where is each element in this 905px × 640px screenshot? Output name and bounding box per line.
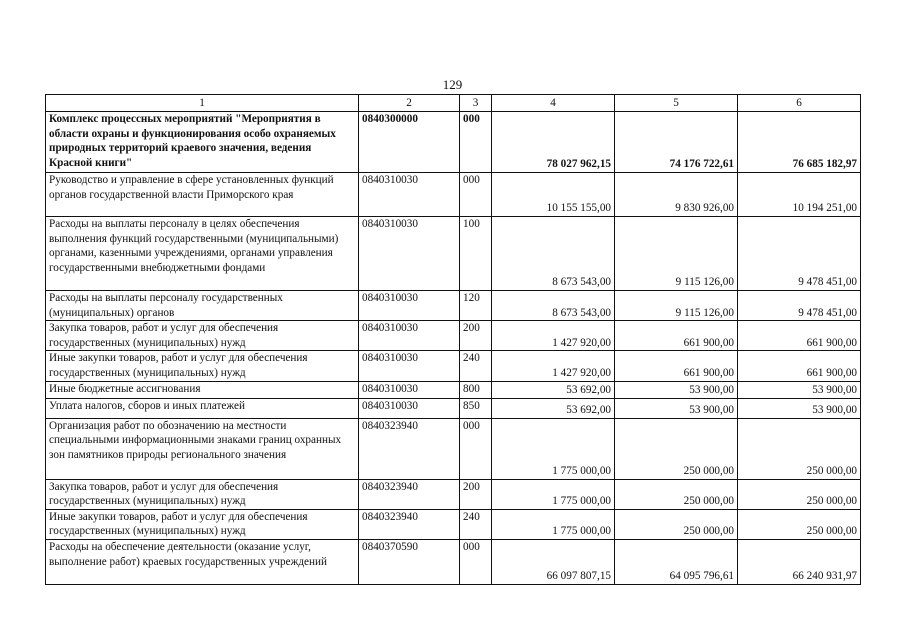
table-row: [46, 381, 861, 398]
row-name: Комплекс процессных мероприятий "Мероприятия в области охраны и функционирования особо охраняемых природных территорий краевого значения, ведения Красной книги": [46, 112, 359, 173]
row-name: Организация работ по обозначению на местности специальными информационными знаками границ охранных зон памятников природы регионального значения: [46, 418, 359, 479]
row-amount-col4: 1 775 000,00: [492, 479, 615, 509]
row-name: Закупка товаров, работ и услуг для обеспечения государственных (муниципальных) нужд: [46, 479, 359, 509]
table-row: [46, 418, 861, 479]
column-number-row: [46, 95, 861, 112]
row-name: Иные закупки товаров, работ и услуг для обеспечения государственных (муниципальных) нужд: [46, 509, 359, 539]
row-amount-col5: 74 176 722,61: [615, 112, 738, 173]
row-expense-type: 800: [460, 381, 492, 398]
column-header-4: 4: [492, 95, 615, 112]
table-row: [46, 398, 861, 418]
row-amount-col4: 1 427 920,00: [492, 321, 615, 351]
row-amount-col6: 250 000,00: [738, 509, 861, 539]
row-name: Иные закупки товаров, работ и услуг для обеспечения государственных (муниципальных) нужд: [46, 351, 359, 381]
row-amount-col6: 76 685 182,97: [738, 112, 861, 173]
row-name: Расходы на выплаты персоналу государственных (муниципальных) органов: [46, 291, 359, 321]
row-name: Закупка товаров, работ и услуг для обеспечения государственных (муниципальных) нужд: [46, 321, 359, 351]
column-header-2: 2: [359, 95, 460, 112]
row-amount-col6: 53 900,00: [738, 398, 861, 418]
table-row: [46, 539, 861, 584]
row-amount-col4: 78 027 962,15: [492, 112, 615, 173]
table-row: [46, 291, 861, 321]
row-expense-type: 120: [460, 291, 492, 321]
column-header-5: 5: [615, 95, 738, 112]
row-amount-col5: 250 000,00: [615, 509, 738, 539]
row-name: Уплата налогов, сборов и иных платежей: [46, 398, 359, 418]
row-code: 0840323940: [359, 418, 460, 479]
table-row: [46, 321, 861, 351]
row-amount-col4: 8 673 543,00: [492, 291, 615, 321]
row-code: 0840370590: [359, 539, 460, 584]
row-expense-type: 200: [460, 321, 492, 351]
row-code: 0840310030: [359, 173, 460, 217]
row-code: 0840310030: [359, 217, 460, 291]
row-expense-type: 240: [460, 509, 492, 539]
row-expense-type: 200: [460, 479, 492, 509]
row-amount-col6: 661 900,00: [738, 321, 861, 351]
row-amount-col5: 250 000,00: [615, 418, 738, 479]
row-expense-type: 000: [460, 173, 492, 217]
row-amount-col5: 9 115 126,00: [615, 291, 738, 321]
row-amount-col4: 8 673 543,00: [492, 217, 615, 291]
table-row: [46, 351, 861, 381]
table-row: [46, 479, 861, 509]
row-amount-col6: 9 478 451,00: [738, 217, 861, 291]
row-amount-col6: 661 900,00: [738, 351, 861, 381]
row-amount-col6: 53 900,00: [738, 381, 861, 398]
row-amount-col4: 53 692,00: [492, 381, 615, 398]
row-code: 0840310030: [359, 381, 460, 398]
row-expense-type: 240: [460, 351, 492, 381]
table-row: [46, 217, 861, 291]
row-code: 0840323940: [359, 479, 460, 509]
row-amount-col4: 1 775 000,00: [492, 418, 615, 479]
row-amount-col5: 64 095 796,61: [615, 539, 738, 584]
row-code: 0840310030: [359, 321, 460, 351]
table-row: [46, 173, 861, 217]
row-expense-type: 100: [460, 217, 492, 291]
row-amount-col6: 66 240 931,97: [738, 539, 861, 584]
row-code: 0840300000: [359, 112, 460, 173]
row-amount-col5: 53 900,00: [615, 381, 738, 398]
row-expense-type: 000: [460, 112, 492, 173]
row-name: Руководство и управление в сфере установленных функций органов государственной власти Приморского края: [46, 173, 359, 217]
row-amount-col4: 1 775 000,00: [492, 509, 615, 539]
row-expense-type: 850: [460, 398, 492, 418]
row-expense-type: 000: [460, 539, 492, 584]
row-name: Иные бюджетные ассигнования: [46, 381, 359, 398]
row-amount-col6: 250 000,00: [738, 479, 861, 509]
row-code: 0840310030: [359, 351, 460, 381]
row-amount-col5: 53 900,00: [615, 398, 738, 418]
row-code: 0840310030: [359, 398, 460, 418]
budget-table: [45, 94, 861, 585]
row-amount-col5: 9 830 926,00: [615, 173, 738, 217]
row-name: Расходы на выплаты персоналу в целях обеспечения выполнения функций государственными (муниципальными) органами, казенными учреждениями, органами управления государственными внебюджетными фондами: [46, 217, 359, 291]
row-amount-col5: 661 900,00: [615, 351, 738, 381]
row-amount-col4: 1 427 920,00: [492, 351, 615, 381]
column-header-3: 3: [460, 95, 492, 112]
row-expense-type: 000: [460, 418, 492, 479]
column-header-1: 1: [46, 95, 359, 112]
column-header-6: 6: [738, 95, 861, 112]
table-row: [46, 509, 861, 539]
row-amount-col4: 53 692,00: [492, 398, 615, 418]
row-amount-col5: 9 115 126,00: [615, 217, 738, 291]
row-amount-col5: 250 000,00: [615, 479, 738, 509]
row-amount-col4: 10 155 155,00: [492, 173, 615, 217]
row-name: Расходы на обеспечение деятельности (оказание услуг, выполнение работ) краевых государственных учреждений: [46, 539, 359, 584]
row-amount-col5: 661 900,00: [615, 321, 738, 351]
row-amount-col6: 9 478 451,00: [738, 291, 861, 321]
row-amount-col4: 66 097 807,15: [492, 539, 615, 584]
row-amount-col6: 10 194 251,00: [738, 173, 861, 217]
row-code: 0840310030: [359, 291, 460, 321]
table-row: [46, 112, 861, 173]
row-code: 0840323940: [359, 509, 460, 539]
row-amount-col6: 250 000,00: [738, 418, 861, 479]
page-number: 129: [442, 77, 463, 92]
